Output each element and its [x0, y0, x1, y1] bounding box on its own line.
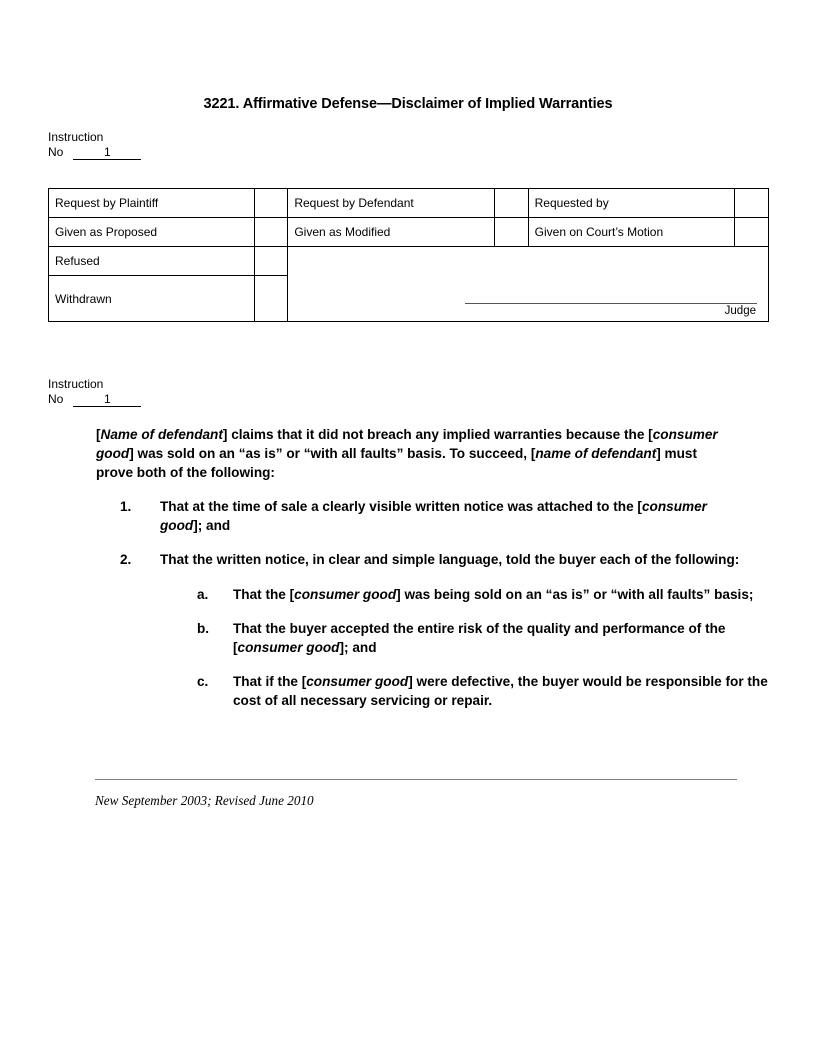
page-title: 3221. Affirmative Defense—Disclaimer of Implied Warranties: [203, 96, 613, 112]
placeholder-consumer-good: consumer good: [96, 427, 718, 462]
instruction-no-label-top: No: [48, 145, 64, 159]
placeholder-consumer-good: consumer good: [306, 674, 409, 690]
placeholder-consumer-good: consumer good: [237, 640, 340, 656]
sub-item-marker-c: c.: [197, 674, 209, 690]
checkbox-given-as-modified[interactable]: [494, 218, 528, 247]
sub-item-marker-b: b.: [197, 620, 210, 636]
sub-item-text-a: [233, 585, 780, 604]
instruction-label-bottom: Instruction: [48, 377, 104, 391]
cell-refused: Refused: [49, 247, 255, 276]
placeholder-consumer-good: consumer good: [160, 499, 707, 534]
signature-caption-judge: Judge: [724, 305, 756, 317]
cell-given-as-proposed: Given as Proposed: [49, 218, 255, 247]
cell-withdrawn: Withdrawn: [49, 276, 255, 322]
placeholder-name-of-defendant-2: name of defendant: [535, 446, 657, 462]
instruction-sub-elements-list: [197, 585, 780, 711]
list-item: [197, 585, 780, 604]
checkbox-withdrawn[interactable]: [255, 276, 288, 322]
table-row: [49, 247, 769, 276]
footer-revision-note: New September 2003; Revised June 2010: [95, 793, 314, 808]
item1-segment-1: That at the time of sale a clearly visible written notice was attached to the [: [160, 499, 642, 514]
list-item: [120, 497, 740, 535]
placeholder-consumer-good: consumer good: [294, 586, 397, 602]
subitem-b-segment-1: That the buyer accepted the entire risk of the quality and performance of the [: [233, 620, 726, 656]
sub-item-text-b: [233, 619, 780, 657]
subitem-c-segment-1: That if the [: [233, 674, 307, 690]
instruction-no-label-bottom: No: [48, 392, 64, 406]
checkbox-request-by-defendant[interactable]: [494, 189, 528, 218]
table-row: [49, 218, 769, 247]
subitem-c-segment-2: ] were defective, the buyer would be responsible for the cost of all necessary servicing or repair.: [233, 674, 768, 709]
cell-given-as-modified: Given as Modified: [288, 218, 494, 247]
item2-segment-1: That the written notice, in clear and simple language, told the buyer each of the following:: [160, 552, 740, 568]
checkbox-given-on-courts-motion[interactable]: [734, 218, 768, 247]
instruction-label-top: Instruction: [48, 130, 104, 144]
instruction-number-block-bottom: [48, 377, 141, 407]
cell-request-by-defendant: Request by Defendant: [288, 189, 494, 218]
cell-given-on-courts-motion: Given on Court’s Motion: [528, 218, 734, 247]
sub-item-text-c: [233, 672, 780, 710]
cell-request-by-plaintiff: Request by Plaintiff: [49, 189, 255, 218]
placeholder-name-of-defendant: Name of defendant: [100, 427, 223, 442]
checkbox-refused[interactable]: [255, 247, 288, 276]
table-row: [49, 189, 769, 218]
list-item: [120, 550, 768, 710]
subitem-a-segment-1: That the [: [233, 586, 295, 602]
list-item: [197, 619, 780, 657]
list-item-text-1: [160, 497, 740, 535]
instruction-number-block-top: [48, 130, 141, 160]
instruction-intro-paragraph: [Name of defendant] claims that it did not breach any implied warranties because the [consumer good] was sold on an “as is” or “with all faults” basis. To succeed, [name of defendant] must prove both of the following:: [96, 427, 718, 481]
list-item-marker-1: 1.: [120, 499, 132, 514]
checkbox-requested-by[interactable]: [734, 189, 768, 218]
intro-segment-2: ] claims that it did not breach any implied warranties because the [: [222, 427, 653, 442]
subitem-b-segment-2: ]; and: [339, 640, 377, 656]
signature-block: [465, 303, 757, 317]
intro-segment-4: ] was sold on an “as is” or “with all faults” basis. To succeed, [: [129, 446, 536, 462]
disposition-table: [48, 188, 769, 322]
list-item: [197, 672, 780, 710]
instruction-no-field-bottom[interactable]: 1: [73, 392, 141, 407]
signature-area: [288, 247, 769, 322]
cell-requested-by: Requested by: [528, 189, 734, 218]
footer-divider: [95, 779, 737, 780]
sub-item-marker-a: a.: [197, 586, 209, 602]
checkbox-request-by-plaintiff[interactable]: [255, 189, 288, 218]
subitem-a-segment-2: ] was being sold on an “as is” or “with all faults” basis;: [396, 586, 754, 602]
instruction-no-field-top[interactable]: 1: [73, 145, 141, 160]
intro-segment-6: ] must prove both of the following:: [96, 446, 697, 481]
instruction-elements-list: [120, 497, 768, 726]
list-item-text-2: [160, 550, 780, 710]
checkbox-given-as-proposed[interactable]: [255, 218, 288, 247]
item1-segment-2: ]; and: [193, 518, 231, 534]
list-item-marker-2: 2.: [120, 552, 132, 568]
